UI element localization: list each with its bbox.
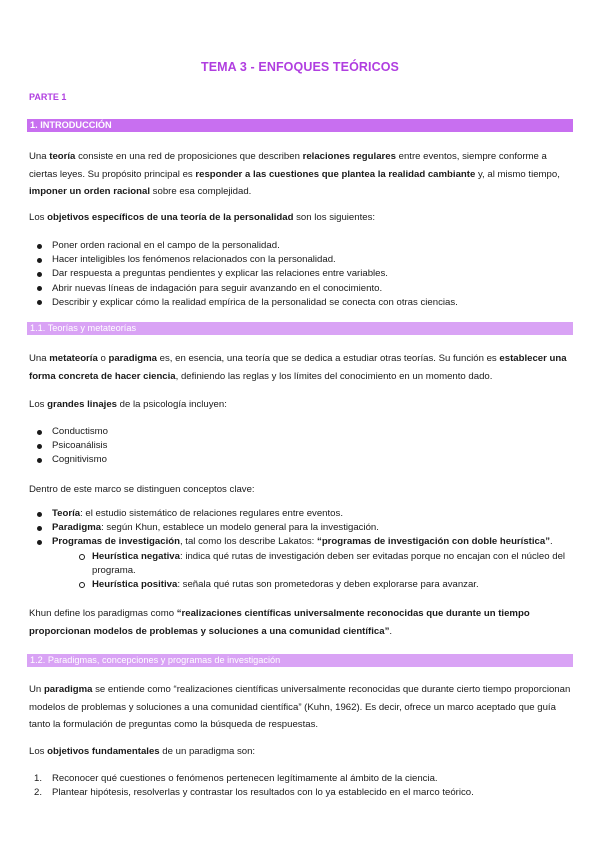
list-item: Conductismo [29, 425, 574, 439]
objetivos-list [29, 239, 574, 310]
list-item: Poner orden racional en el campo de la personalidad. [29, 239, 574, 253]
list-item: Dar respuesta a preguntas pendientes y explicar las relaciones entre variables. [29, 267, 574, 281]
section-header-paradigmas: 1.2. Paradigmas, concepciones y programas de investigación [27, 654, 573, 667]
teorias-paragraph-4: Khun define los paradigmas como “realizaciones científicas universalmente reconocidas que durante un tiempo proporcionan modelos de problemas y soluciones a una comunidad científica”. [29, 608, 530, 637]
concepto-text: Programas de investigación, tal como los describe Lakatos: “programas de investigación con doble heurística”. [52, 536, 553, 548]
teorias-paragraph-1: Una metateoría o paradigma es, en esencia, una teoría que se dedica a estudiar otras teorías. Su función es establecer una forma concreta de hacer ciencia, definiendo las reglas y los límites del conocimiento en un momento dado. [29, 353, 567, 382]
document-title: TEMA 3 - ENFOQUES TEÓRICOS [201, 60, 399, 74]
list-item: Hacer inteligibles los fenómenos relacionados con la personalidad. [29, 253, 574, 267]
paradigmas-paragraph-2: Los objetivos fundamentales de un paradigma son: [29, 746, 256, 757]
part-label: PARTE 1 [29, 92, 67, 102]
paradigmas-paragraph-1: Un paradigma se entiende como “realizaciones científicas universalmente reconocidas que durante cierto tiempo proporcionan modelos de problemas y soluciones a una comunidad científica” (Kuhn, 1962). Es decir, ofrece un marco aceptado que guía tanto la formulación de preguntas como la búsqueda de respuestas. [29, 684, 571, 730]
heuristica-item: Heurística negativa: indica qué rutas de investigación deben ser evitadas porque no encajan con el núcleo del programa. [52, 550, 574, 578]
numbered-item: 1. Reconocer qué cuestiones o fenómenos pertenecen legítimamente al ámbito de la ciencia. [34, 773, 438, 784]
heuristica-item: Heurística positiva: señala qué rutas son prometedoras y deben explorarse para avanzar. [52, 578, 574, 592]
teorias-paragraph-3: Dentro de este marco se distinguen conceptos clave: [29, 484, 255, 495]
intro-paragraph-1: Una teoría consiste en una red de proposiciones que describen relaciones regulares entre eventos, siempre conforme a ciertas leyes. Su propósito principal es responder a las cuestiones que plantea la realidad cambiante y, al mismo tiempo, imponer un orden racional sobre esa complejidad. [29, 151, 560, 197]
numbered-item: 2. Plantear hipótesis, resolverlas y contrastar los resultados con lo ya establecido en el marco teórico. [34, 787, 474, 799]
paradigma-objetivos-list [29, 772, 574, 800]
concepto-item [29, 535, 574, 592]
list-item: Describir y explicar cómo la realidad empírica de la personalidad se conecta con otras ciencias. [29, 296, 574, 310]
heuristicas-list [52, 550, 574, 593]
list-item: Psicoanálisis [29, 439, 574, 453]
teorias-paragraph-2: Los grandes linajes de la psicología incluyen: [29, 399, 227, 410]
linajes-list [29, 425, 574, 468]
section-header-teorias: 1.1. Teorías y metateorías [27, 322, 573, 335]
conceptos-list [29, 507, 574, 592]
section-header-introduccion: 1. INTRODUCCIÓN [27, 119, 573, 132]
intro-paragraph-2: Los objetivos específicos de una teoría de la personalidad son los siguientes: [29, 212, 376, 223]
concepto-item: Paradigma: según Khun, establece un modelo general para la investigación. [29, 521, 574, 535]
list-item: Cognitivismo [29, 453, 574, 467]
list-item: Abrir nuevas líneas de indagación para seguir avanzando en el conocimiento. [29, 282, 574, 296]
concepto-item: Teoría: el estudio sistemático de relaciones regulares entre eventos. [29, 507, 574, 521]
